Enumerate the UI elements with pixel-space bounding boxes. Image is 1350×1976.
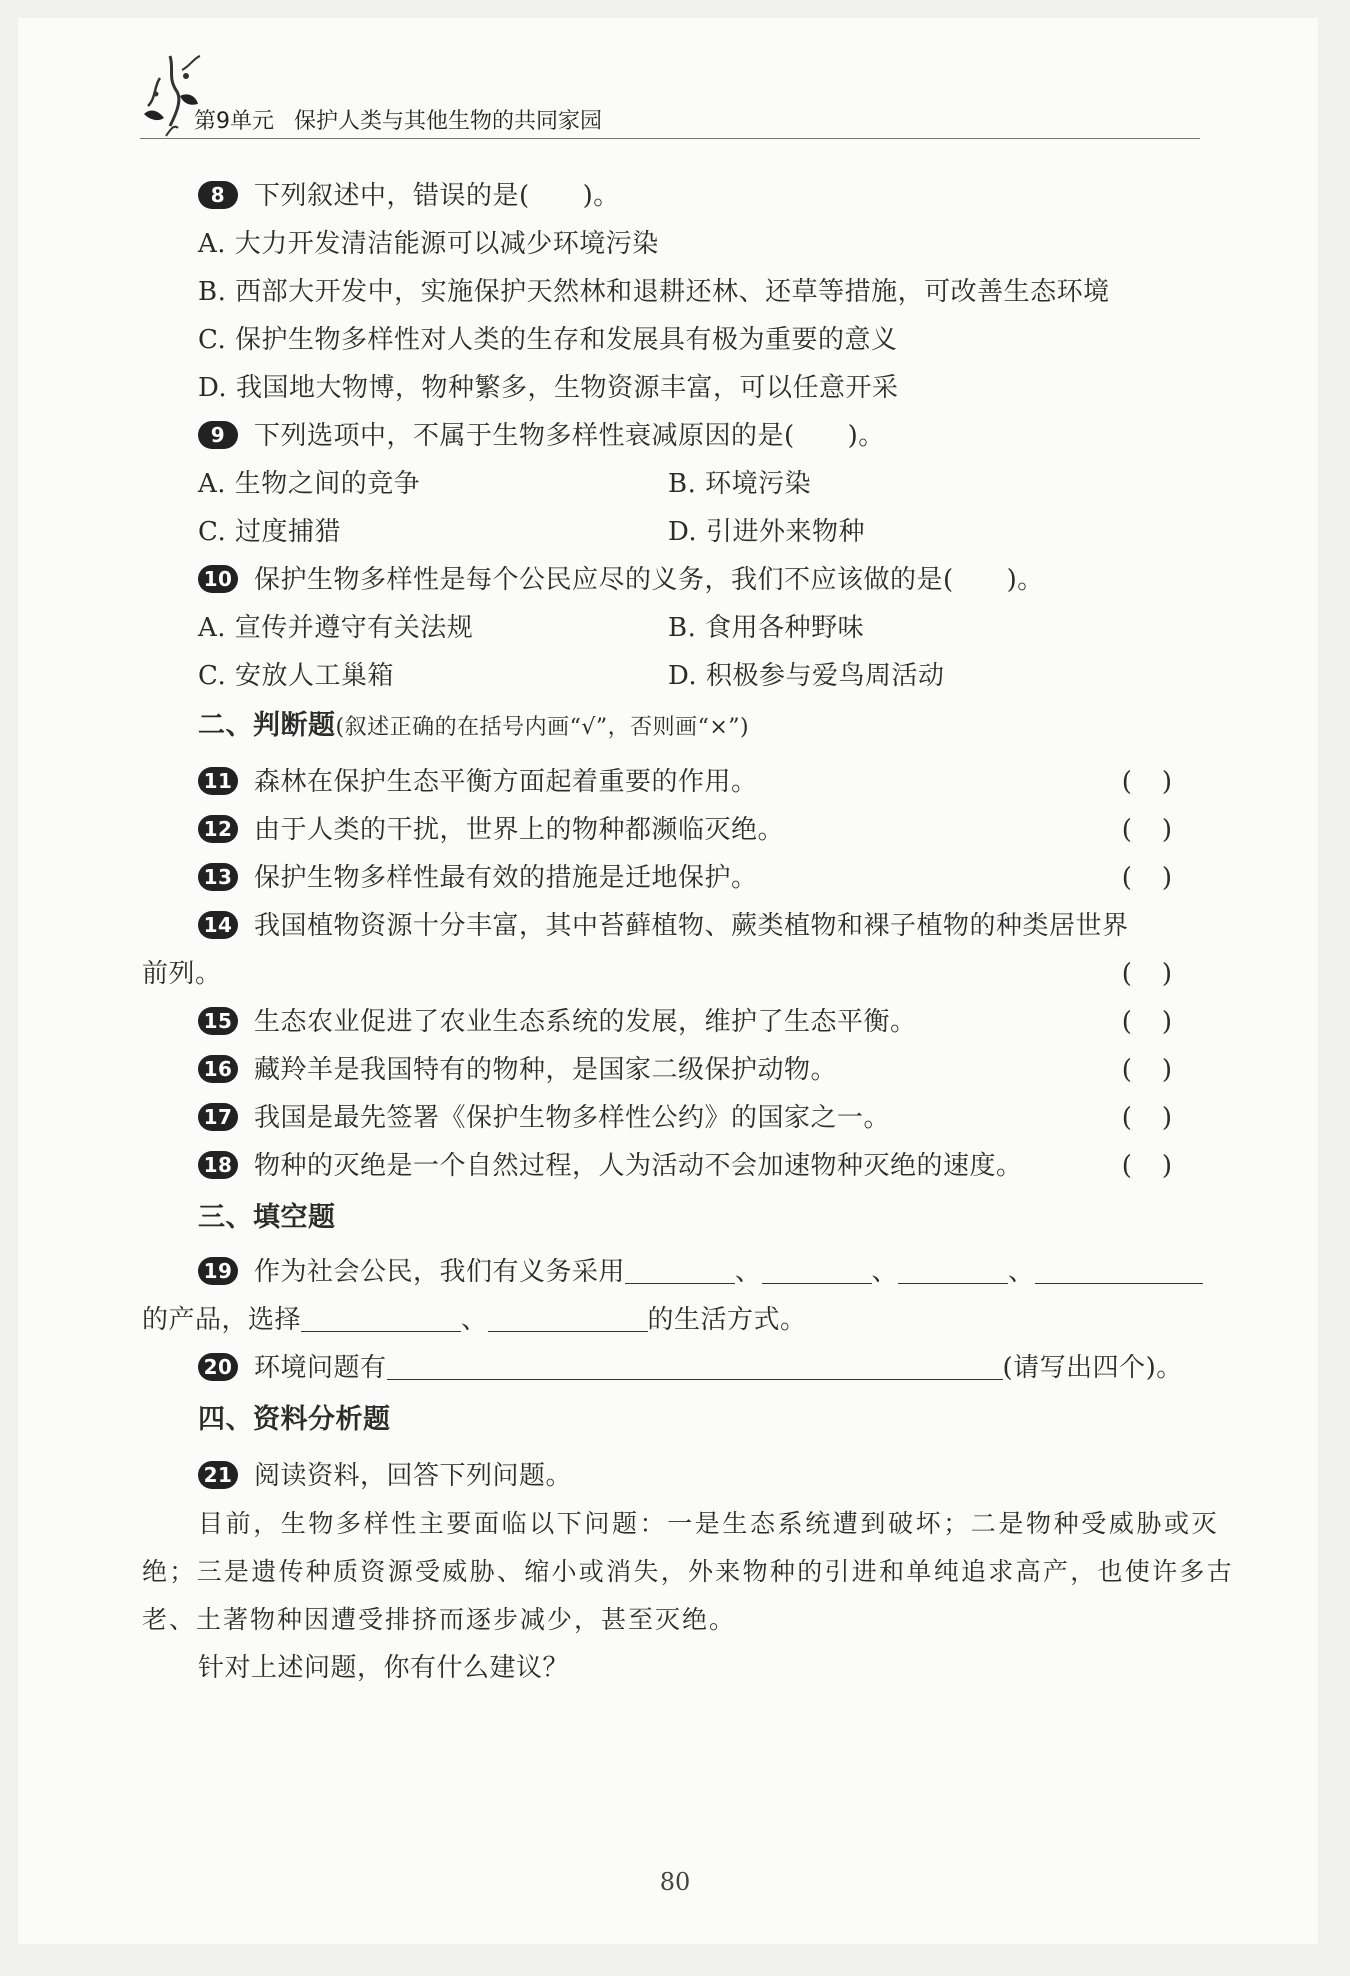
section-heading-judgement <box>198 708 749 746</box>
question-number: 20 <box>198 1353 238 1381</box>
question-number: 18 <box>198 1151 238 1179</box>
section-heading-fill <box>198 1200 336 1236</box>
section-title: 三、填空题 <box>198 1202 336 1233</box>
question-number: 17 <box>198 1103 238 1131</box>
question-text: 物种的灭绝是一个自然过程，人为活动不会加速物种灭绝的速度。 <box>254 1151 1023 1181</box>
question-13 <box>198 860 758 896</box>
fill-blank[interactable] <box>1035 1257 1203 1284</box>
fill-blank[interactable] <box>625 1257 735 1284</box>
question-stem: 保护生物多样性是每个公民应尽的义务，我们不应该做的是( )。 <box>254 565 1044 595</box>
question-text: 由于人类的干扰，世界上的物种都濒临灭绝。 <box>254 815 785 845</box>
option-c: C. 保护生物多样性对人类的生存和发展具有极为重要的意义 <box>198 325 898 355</box>
answer-parentheses: () <box>1121 959 1202 989</box>
question-prompt: 针对上述问题，你有什么建议？ <box>198 1653 570 1683</box>
header-title <box>194 104 602 135</box>
answer-parentheses: () <box>1121 767 1202 797</box>
unit-label: 第9单元 <box>194 109 274 134</box>
question-12 <box>198 812 784 848</box>
question-stem: 下列叙述中，错误的是( )。 <box>254 181 620 211</box>
question-number: 9 <box>198 421 238 449</box>
question-number: 13 <box>198 863 238 891</box>
question-17 <box>198 1100 890 1136</box>
question-stem: 阅读资料，回答下列问题。 <box>254 1461 573 1491</box>
question-text: 的生活方式。 <box>647 1305 807 1335</box>
question-stem: 下列选项中，不属于生物多样性衰减原因的是( )。 <box>254 421 885 451</box>
option-c: C. 安放人工巢箱 <box>198 661 394 691</box>
question-10 <box>198 562 1044 598</box>
section-note: (叙述正确的在括号内画“√”，否则画“×”) <box>335 715 750 740</box>
question-19 <box>198 1254 1203 1290</box>
separator: 、 <box>461 1305 488 1335</box>
question-11 <box>198 764 758 800</box>
option-d: D. 引进外来物种 <box>668 517 865 547</box>
fill-blank[interactable] <box>898 1257 1008 1284</box>
option-a: A. 生物之间的竞争 <box>198 469 421 499</box>
question-14-continued: 前列。 <box>142 959 222 989</box>
material-paragraph: 老、土著物种因遭受排挤而逐步减少，甚至灭绝。 <box>142 1605 737 1634</box>
question-number: 19 <box>198 1257 238 1285</box>
question-number: 14 <box>198 911 238 939</box>
question-14 <box>198 908 1129 944</box>
option-c: C. 过度捕猎 <box>198 517 341 547</box>
question-text: 保护生物多样性最有效的措施是迁地保护。 <box>254 863 758 893</box>
fill-blank[interactable] <box>488 1305 648 1332</box>
option-d: D. 积极参与爱鸟周活动 <box>668 661 945 691</box>
question-number: 15 <box>198 1007 238 1035</box>
answer-parentheses: () <box>1121 863 1202 893</box>
answer-parentheses: () <box>1121 815 1202 845</box>
page-header <box>130 48 730 138</box>
option-a: A. 大力开发清洁能源可以减少环境污染 <box>198 229 659 259</box>
fill-blank[interactable] <box>387 1353 1003 1380</box>
question-text: 藏羚羊是我国特有的物种，是国家二级保护动物。 <box>254 1055 838 1085</box>
option-b: B. 食用各种野味 <box>668 613 865 643</box>
question-number: 10 <box>198 565 238 593</box>
question-text: 作为社会公民，我们有义务采用 <box>254 1257 626 1287</box>
question-text: 的产品，选择 <box>142 1305 302 1335</box>
question-number: 16 <box>198 1055 238 1083</box>
answer-parentheses: () <box>1121 1103 1202 1133</box>
separator: 、 <box>1008 1257 1035 1287</box>
question-21 <box>198 1458 572 1494</box>
question-19-continued <box>142 1302 807 1338</box>
question-text: 森林在保护生态平衡方面起着重要的作用。 <box>254 767 758 797</box>
question-number: 12 <box>198 815 238 843</box>
header-divider <box>140 138 1200 139</box>
question-9 <box>198 418 885 454</box>
question-text: (请写出四个)。 <box>1002 1353 1183 1383</box>
option-a: A. 宣传并遵守有关法规 <box>198 613 474 643</box>
question-16 <box>198 1052 837 1088</box>
option-b: B. 环境污染 <box>668 469 812 499</box>
question-text: 环境问题有 <box>254 1353 387 1383</box>
material-paragraph: 绝；三是遗传种质资源受威胁、缩小或消失，外来物种的引进和单纯追求高产，也使许多古 <box>142 1557 1235 1586</box>
section-title: 四、资料分析题 <box>198 1404 391 1435</box>
answer-parentheses: () <box>1121 1151 1202 1181</box>
section-title: 二、判断题 <box>198 710 336 741</box>
question-text: 我国植物资源十分丰富，其中苔藓植物、蕨类植物和裸子植物的种类居世界 <box>254 911 1129 941</box>
answer-parentheses: () <box>1121 1007 1202 1037</box>
question-8 <box>198 178 620 214</box>
answer-parentheses: () <box>1121 1055 1202 1085</box>
section-heading-analysis <box>198 1402 391 1438</box>
fill-blank[interactable] <box>301 1305 461 1332</box>
question-text: 我国是最先签署《保护生物多样性公约》的国家之一。 <box>254 1103 891 1133</box>
question-15 <box>198 1004 917 1040</box>
question-number: 11 <box>198 767 238 795</box>
question-text: 生态农业促进了农业生态系统的发展，维护了生态平衡。 <box>254 1007 917 1037</box>
option-b: B. 西部大开发中，实施保护天然林和退耕还林、还草等措施，可改善生态环境 <box>198 277 1110 307</box>
fill-blank[interactable] <box>762 1257 872 1284</box>
question-18 <box>198 1148 1023 1184</box>
page-number: 80 <box>659 1868 691 1896</box>
separator: 、 <box>871 1257 899 1287</box>
unit-title: 保护人类与其他生物的共同家园 <box>294 109 603 134</box>
option-d: D. 我国地大物博，物种繁多，生物资源丰富，可以任意开采 <box>198 373 899 403</box>
question-number: 21 <box>198 1461 238 1489</box>
separator: 、 <box>735 1257 762 1287</box>
question-20 <box>198 1350 1183 1386</box>
material-paragraph: 目前，生物多样性主要面临以下问题：一是生态系统遭到破坏；二是物种受威胁或灭 <box>198 1509 1220 1538</box>
question-number: 8 <box>198 181 238 209</box>
